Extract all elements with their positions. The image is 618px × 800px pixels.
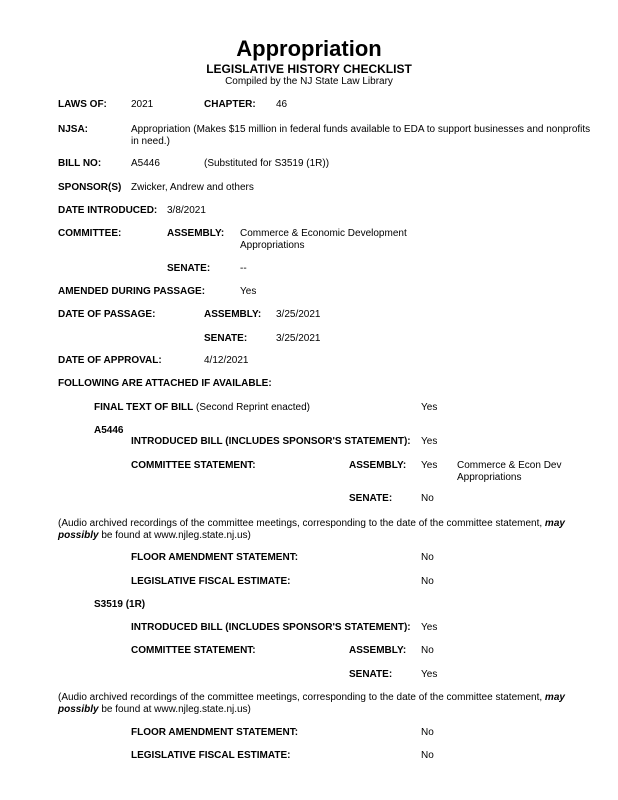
amended-value: Yes [240,286,257,297]
page-subtitle: LEGISLATIVE HISTORY CHECKLIST [206,62,412,76]
a-introduced-label: INTRODUCED BILL (INCLUDES SPONSOR'S STATEMENT): [131,436,411,447]
passage-assembly-value: 3/25/2021 [276,309,321,320]
committee-label: COMMITTEE: [58,228,122,239]
committee-senate-value: -- [240,263,247,274]
s-fiscal-value: No [421,750,434,761]
a-committee-senate-label: SENATE: [349,493,393,504]
bill-no-value: A5446 [131,158,160,169]
passage-label: DATE OF PASSAGE: [58,309,156,320]
a-audio-note-text: (Audio archived recordings of the committee meetings, corresponding to the date of the committee statement, [58,518,543,529]
njsa-value: Appropriation (Makes $15 million in federal funds available to EDA to support businesses and nonprofits in need.) [131,124,591,147]
s-committee-senate-value: Yes [421,669,438,680]
final-text-row [94,402,310,414]
a-audio-note-link-text: be found at www.njleg.state.nj.us) [101,530,251,541]
a-floor-label: FLOOR AMENDMENT STATEMENT: [131,552,299,563]
njsa-label: NJSA: [58,124,89,135]
s-committee-label: COMMITTEE STATEMENT: [131,645,256,656]
a-committee-assembly-label: ASSEMBLY: [349,460,407,471]
bill-substituted: (Substituted for S3519 (1R)) [204,158,330,169]
compiled-by: Compiled by the NJ State Law Library [225,76,393,87]
final-text-value: Yes [421,402,438,413]
attached-heading: FOLLOWING ARE ATTACHED IF AVAILABLE: [58,378,272,389]
a-floor-value: No [421,552,434,563]
a-introduced-value: Yes [421,436,438,447]
s-floor-label: FLOOR AMENDMENT STATEMENT: [131,727,299,738]
laws-of-label: LAWS OF: [58,99,107,110]
s-committee-senate-label: SENATE: [349,669,393,680]
sponsors-value: Zwicker, Andrew and others [131,182,254,193]
passage-senate-value: 3/25/2021 [276,333,321,344]
a-fiscal-value: No [421,576,434,587]
s-floor-value: No [421,727,434,738]
final-text-label: FINAL TEXT OF BILL [94,402,194,413]
a-committee-label: COMMITTEE STATEMENT: [131,460,256,471]
s-introduced-label: INTRODUCED BILL (INCLUDES SPONSOR'S STATEMENT): [131,622,411,633]
s-introduced-value: Yes [421,622,438,633]
passage-senate-label: SENATE: [204,333,248,344]
committee-assembly-value: Commerce & Economic Development Appropriations [240,228,407,251]
bill-no-label: BILL NO: [58,158,102,169]
s-committee-assembly-label: ASSEMBLY: [349,645,407,656]
a-committee-senate-value: No [421,493,434,504]
chapter-value: 46 [276,99,288,110]
a-fiscal-label: LEGISLATIVE FISCAL ESTIMATE: [131,576,291,587]
s-fiscal-label: LEGISLATIVE FISCAL ESTIMATE: [131,750,291,761]
committee-senate-label: SENATE: [167,263,211,274]
a-committee-assembly-value: Yes [421,460,438,471]
passage-assembly-label: ASSEMBLY: [204,309,262,320]
date-introduced-label: DATE INTRODUCED: [58,205,158,216]
a-committee-assembly-name: Commerce & Econ Dev Appropriations [457,460,562,483]
s-audio-note-emphasis: may possibly [58,692,565,715]
amended-label: AMENDED DURING PASSAGE: [58,286,206,297]
chapter-label: CHAPTER: [204,99,256,110]
a-bill-number: A5446 [94,425,124,436]
s-audio-note-link-text: be found at www.njleg.state.nj.us) [101,704,251,715]
approval-value: 4/12/2021 [204,355,249,366]
s-committee-assembly-value: No [421,645,434,656]
a-audio-note-emphasis: may possibly [58,518,565,541]
approval-label: DATE OF APPROVAL: [58,355,162,366]
sponsors-label: SPONSOR(S) [58,182,122,193]
s-audio-note-text: (Audio archived recordings of the committee meetings, corresponding to the date of the committee statement, [58,692,543,703]
page-title: Appropriation [236,36,382,61]
final-text-note: (Second Reprint enacted) [196,402,311,413]
s-bill-number: S3519 (1R) [94,599,146,610]
committee-assembly-label: ASSEMBLY: [167,228,225,239]
s-audio-note [58,692,603,716]
laws-of-value: 2021 [131,99,154,110]
date-introduced-value: 3/8/2021 [167,205,206,216]
a-audio-note [58,518,603,542]
